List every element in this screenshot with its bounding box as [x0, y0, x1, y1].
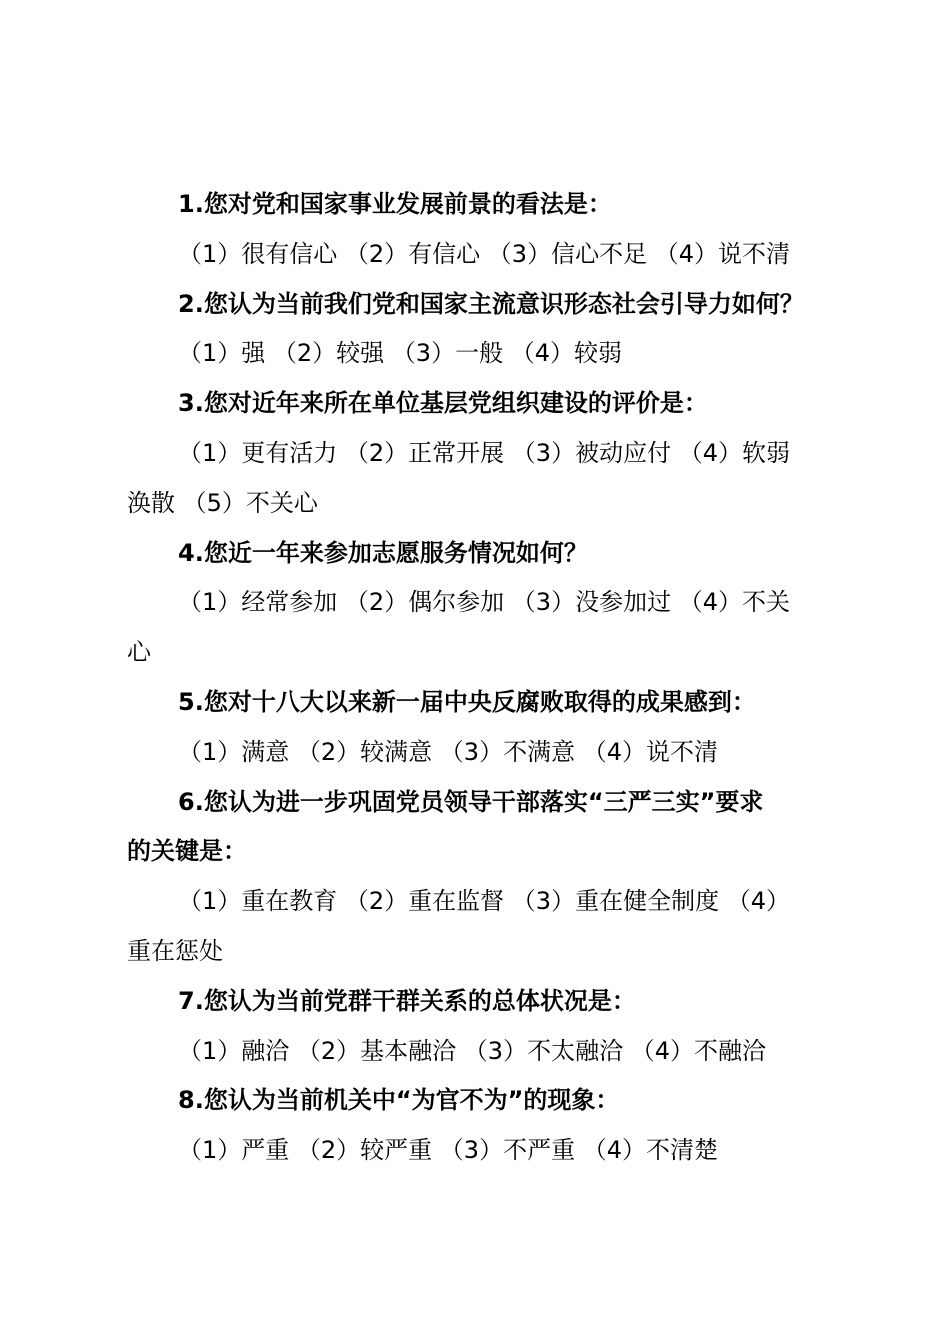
question-text: 6.您认为进一步巩固党员领导干部落实“三严三实”要求 — [178, 787, 764, 816]
questionnaire — [127, 180, 835, 1176]
question-text: 4.您近一年来参加志愿服务情况如何？ — [178, 538, 588, 567]
options-text-continued: 心 — [127, 638, 151, 667]
question-5 — [127, 678, 835, 778]
options-text: （1）很有信心 （2）有信心 （3）信心不足 （4）说不清 — [178, 239, 790, 268]
question-8 — [127, 1076, 835, 1176]
question-text: 5.您对十八大以来新一届中央反腐败取得的成果感到： — [178, 687, 756, 716]
question-2 — [127, 280, 835, 380]
question-text: 1.您对党和国家事业发展前景的看法是： — [178, 190, 612, 218]
question-text: 7.您认为当前党群干群关系的总体状况是： — [178, 986, 636, 1015]
question-text: 2.您认为当前我们党和国家主流意识形态社会引导力如何？ — [178, 289, 804, 318]
question-6 — [127, 778, 835, 977]
options-text: （1）经常参加 （2）偶尔参加 （3）没参加过 （4）不关 — [178, 588, 790, 617]
question-text: 8.您认为当前机关中“为官不为”的现象： — [178, 1086, 620, 1115]
question-4 — [127, 529, 835, 678]
options-text: （1）更有活力 （2）正常开展 （3）被动应付 （4）软弱 — [178, 438, 790, 467]
options-text: （1）强 （2）较强 （3）一般 （4）较弱 — [178, 339, 622, 368]
options-text-continued: 涣散 （5）不关心 — [127, 488, 318, 517]
options-text-continued: 重在惩处 — [127, 936, 223, 965]
question-1 — [127, 180, 835, 280]
question-text: 3.您对近年来所在单位基层党组织建设的评价是： — [178, 389, 708, 418]
question-3 — [127, 379, 835, 528]
options-text: （1）严重 （2）较严重 （3）不严重 （4）不清楚 — [178, 1136, 718, 1165]
options-text: （1）重在教育 （2）重在监督 （3）重在健全制度 （4） — [178, 887, 790, 916]
options-text: （1）融洽 （2）基本融洽 （3）不太融洽 （4）不融洽 — [178, 1036, 766, 1065]
question-text-continued: 的关键是： — [127, 837, 247, 866]
question-7 — [127, 977, 835, 1077]
options-text: （1）满意 （2）较满意 （3）不满意 （4）说不清 — [178, 737, 718, 766]
